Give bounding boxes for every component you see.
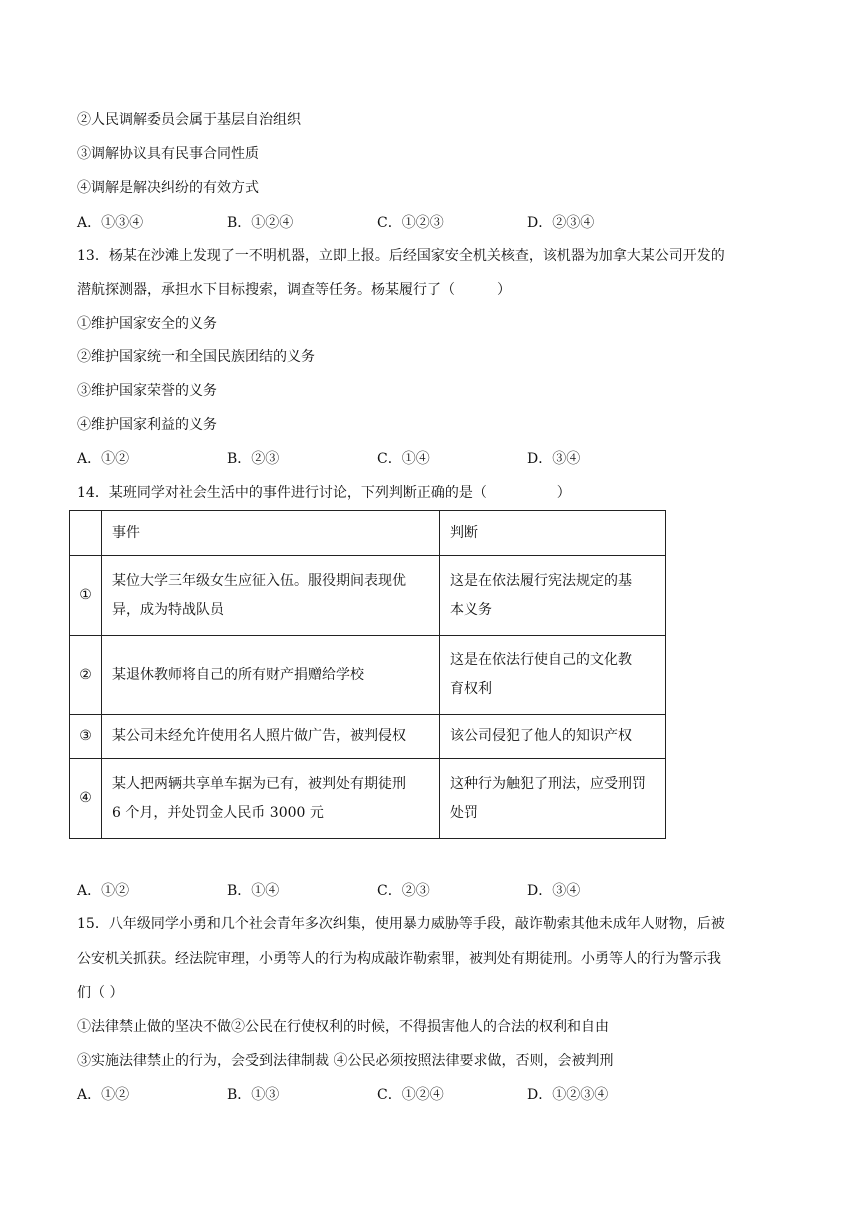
header-event-cell: 事件 bbox=[102, 511, 440, 556]
row-event-cell bbox=[102, 715, 440, 759]
event-text-line: 异，成为特战队员 bbox=[112, 601, 224, 618]
q13-option-b: B．②③ bbox=[227, 451, 280, 467]
q13-options bbox=[77, 449, 777, 469]
judgment-text-line: 该公司侵犯了他人的知识产权 bbox=[450, 728, 632, 744]
header-num-cell bbox=[70, 511, 102, 556]
q14-options bbox=[77, 881, 777, 901]
q14-option-c: C．②③ bbox=[377, 883, 430, 899]
q13-option-a: A．①② bbox=[77, 451, 130, 467]
row-judgment-cell bbox=[440, 759, 666, 839]
q14-events-table bbox=[69, 510, 666, 839]
q12-option-b: B．①②④ bbox=[227, 215, 294, 231]
judgment-text-line: 处罚 bbox=[450, 804, 478, 821]
q14-option-d: D．③④ bbox=[527, 883, 581, 899]
q13-stem-line1: 13．杨某在沙滩上发现了一不明机器，立即上报。后经国家安全机关核查，该机器为加拿大某公司开发的 bbox=[77, 248, 725, 264]
q12-option-a: A．①③④ bbox=[77, 215, 144, 231]
row-judgment-cell bbox=[440, 636, 666, 715]
q15-option-b: B．①③ bbox=[227, 1087, 280, 1103]
q13-statement-3: ③维护国家荣誉的义务 bbox=[77, 383, 217, 399]
q15-statement-line1: ①法律禁止做的坚决不做②公民在行使权利的时候，不得损害他人的合法的权利和自由 bbox=[77, 1019, 609, 1035]
q14-option-a: A．①② bbox=[77, 883, 130, 899]
q13-stem-line2: 潜航探测器，承担水下目标搜索，调查等任务。杨某履行了（ ） bbox=[77, 282, 511, 298]
q15-statement-line2: ③实施法律禁止的行为，会受到法律制裁 ④公民必须按照法律要求做，否则，会被判刑 bbox=[77, 1053, 614, 1069]
row-judgment-cell bbox=[440, 715, 666, 759]
judgment-text-line: 本义务 bbox=[450, 601, 492, 618]
row-num-cell: ① bbox=[70, 556, 102, 636]
judgment-text-line: 这是在依法行使自己的文化教 bbox=[450, 652, 632, 668]
table-row bbox=[70, 715, 666, 759]
q15-option-c: C．①②④ bbox=[377, 1087, 444, 1103]
row-event-cell bbox=[102, 556, 440, 636]
event-text-line: 某退休教师将自己的所有财产捐赠给学校 bbox=[112, 666, 364, 683]
row-num-cell: ④ bbox=[70, 759, 102, 839]
q13-option-d: D．③④ bbox=[527, 451, 581, 467]
q14-stem: 14．某班同学对社会生活中的事件进行讨论，下列判断正确的是（ ） bbox=[77, 485, 571, 501]
table-row bbox=[70, 556, 666, 636]
judgment-text-line: 育权利 bbox=[450, 681, 492, 697]
q15-stem-line3: 们（ ） bbox=[77, 985, 124, 1001]
q15-option-a: A．①② bbox=[77, 1087, 130, 1103]
row-judgment-cell bbox=[440, 556, 666, 636]
row-event-cell bbox=[102, 759, 440, 839]
event-text-line: 6 个月，并处罚金人民币 3000 元 bbox=[112, 804, 324, 821]
q15-stem-line2: 公安机关抓获。经法院审理，小勇等人的行为构成敲诈勒索罪，被判处有期徒刑。小勇等人的行为警示我 bbox=[77, 951, 721, 967]
q13-option-c: C．①④ bbox=[377, 451, 430, 467]
q12-option-c: C．①②③ bbox=[377, 215, 444, 231]
table-row bbox=[70, 636, 666, 715]
q12-option-d: D．②③④ bbox=[527, 215, 595, 231]
row-num-cell: ③ bbox=[70, 715, 102, 759]
row-event-cell bbox=[102, 636, 440, 715]
q13-statement-4: ④维护国家利益的义务 bbox=[77, 417, 217, 433]
q12-statement-2: ②人民调解委员会属于基层自治组织 bbox=[77, 112, 301, 128]
q15-option-d: D．①②③④ bbox=[527, 1087, 609, 1103]
table-header-row bbox=[70, 511, 666, 556]
q13-statement-2: ②维护国家统一和全国民族团结的义务 bbox=[77, 349, 315, 365]
table-row bbox=[70, 759, 666, 839]
row-num-cell: ② bbox=[70, 636, 102, 715]
q15-stem-line1: 15．八年级同学小勇和几个社会青年多次纠集，使用暴力威胁等手段，敲诈勒索其他未成年人财物，后被 bbox=[77, 916, 725, 932]
q13-statement-1: ①维护国家安全的义务 bbox=[77, 316, 217, 332]
q12-statement-4: ④调解是解决纠纷的有效方式 bbox=[77, 180, 259, 196]
q14-option-b: B．①④ bbox=[227, 883, 280, 899]
q12-options bbox=[77, 213, 777, 233]
judgment-text-line: 这是在依法履行宪法规定的基 bbox=[450, 572, 632, 589]
q15-options bbox=[77, 1085, 777, 1105]
event-text-line: 某公司未经允许使用名人照片做广告，被判侵权 bbox=[112, 728, 406, 744]
q12-statement-3: ③调解协议具有民事合同性质 bbox=[77, 146, 259, 162]
header-judgment-cell: 判断 bbox=[440, 511, 666, 556]
judgment-text-line: 这种行为触犯了刑法，应受刑罚 bbox=[450, 775, 646, 792]
event-text-line: 某人把两辆共享单车据为已有，被判处有期徒刑 bbox=[112, 775, 406, 792]
event-text-line: 某位大学三年级女生应征入伍。服役期间表现优 bbox=[112, 572, 406, 589]
